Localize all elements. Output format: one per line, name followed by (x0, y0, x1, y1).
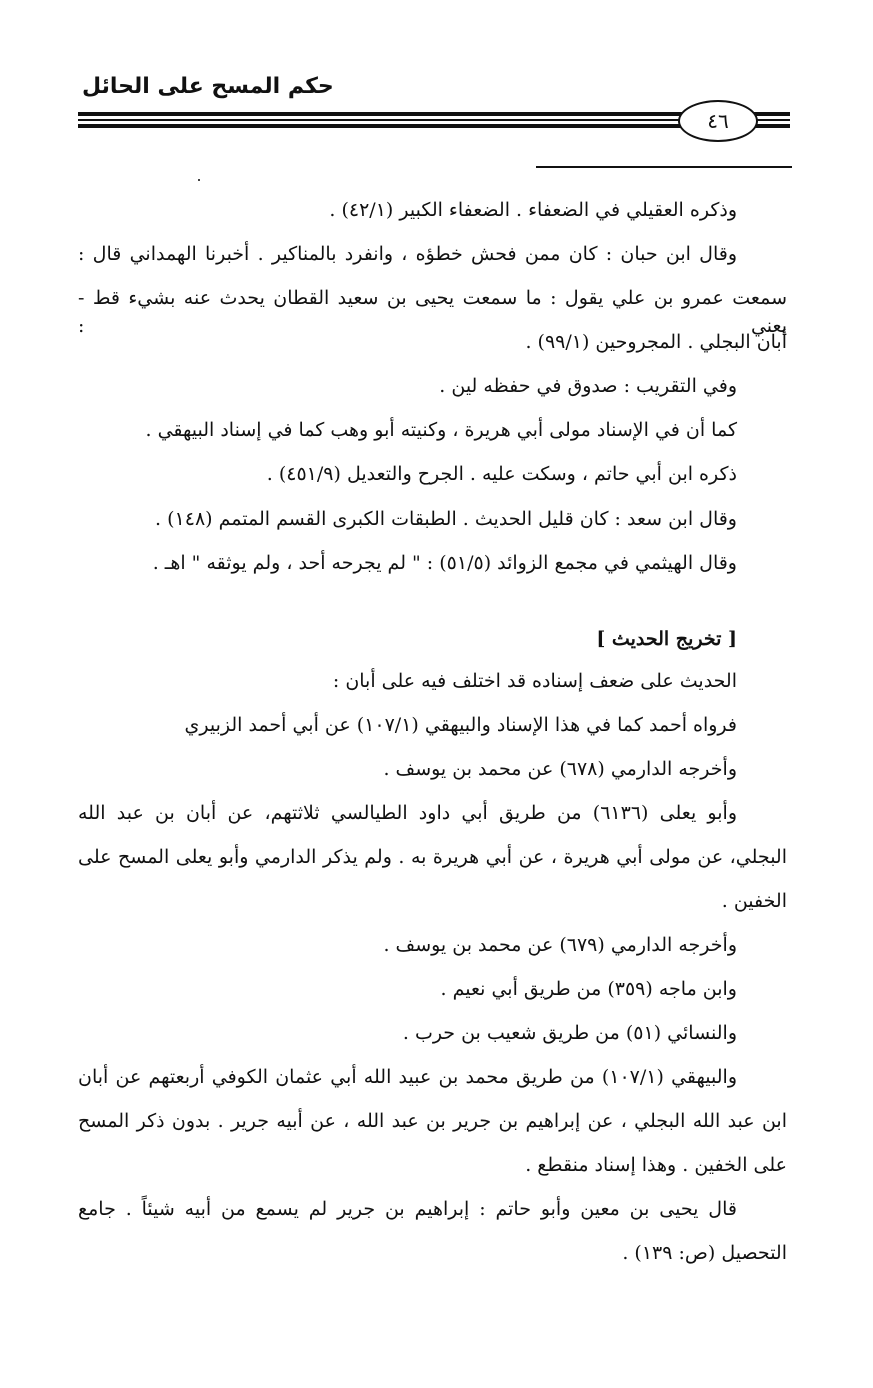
text-line: أبان البجلي . المجروحين (٩٩/١) . (525, 331, 787, 353)
text-line: وفي التقريب : صدوق في حفظه لين . (439, 375, 737, 397)
page-number: ٤٦ (678, 100, 758, 142)
running-header-title: حكم المسح على الحائل (82, 74, 334, 99)
footnote-separator (536, 166, 792, 168)
text-line: فرواه أحمد كما في هذا الإسناد والبيهقي (١٠٧/١) عن أبي أحمد الزبيري (184, 714, 737, 736)
text-line: وقال ابن حبان : كان ممن فحش خطؤه ، وانفرد بالمناكير . أخبرنا الهمداني قال : (78, 243, 737, 265)
text-line: والنسائي (٥١) من طريق شعيب بن حرب . (402, 1022, 737, 1044)
text-line: وأخرجه الدارمي (٦٧٨) عن محمد بن يوسف . (383, 758, 737, 780)
text-line: الحديث على ضعف إسناده قد اختلف فيه على أبان : (332, 670, 737, 692)
text-line: قال يحيى بن معين وأبو حاتم : إبراهيم بن جرير لم يسمع من أبيه شيئاً . جامع (78, 1198, 737, 1220)
text-line: وقال الهيثمي في مجمع الزوائد (٥١/٥) : " لم يجرحه أحد ، ولم يوثقه " اهـ . (152, 552, 737, 574)
text-line: التحصيل (ص: ١٣٩) . (622, 1242, 787, 1264)
text-line: البجلي، عن مولى أبي هريرة ، عن أبي هريرة به . ولم يذكر الدارمي وأبو يعلى المسح على (78, 846, 787, 868)
text-line: الخفين . (721, 890, 787, 912)
text-line: وأبو يعلى (٦١٣٦) من طريق أبي داود الطيالسي ثلاثتهم، عن أبان بن عبد الله (78, 802, 737, 824)
text-line: ذكره ابن أبي حاتم ، وسكت عليه . الجرح والتعديل (٤٥١/٩) . (266, 463, 737, 485)
text-line: وقال ابن سعد : كان قليل الحديث . الطبقات الكبرى القسم المتمم (١٤٨) . (155, 508, 737, 530)
text-line: وذكره العقيلي في الضعفاء . الضعفاء الكبير (٤٢/١) . (329, 199, 737, 221)
text-line: كما أن في الإسناد مولى أبي هريرة ، وكنيته أبو وهب كما في إسناد البيهقي . (145, 419, 737, 441)
text-line: ابن عبد الله البجلي ، عن إبراهيم بن جرير بن عبد الله ، عن أبيه جرير . بدون ذكر المسح (78, 1110, 787, 1132)
text-line: سمعت عمرو بن علي يقول : ما سمعت يحيى بن سعيد القطان يحدث عنه بشيء قط - يعني : (78, 287, 787, 337)
print-speck (198, 179, 200, 181)
section-heading: [ تخريج الحديث ] (596, 628, 737, 650)
text-line: والبيهقي (١٠٧/١) من طريق محمد بن عبيد الله أبي عثمان الكوفي أربعتهم عن أبان (78, 1066, 737, 1088)
text-line: وابن ماجه (٣٥٩) من طريق أبي نعيم . (440, 978, 737, 1000)
text-line: وأخرجه الدارمي (٦٧٩) عن محمد بن يوسف . (383, 934, 737, 956)
text-line: على الخفين . وهذا إسناد منقطع . (525, 1154, 787, 1176)
